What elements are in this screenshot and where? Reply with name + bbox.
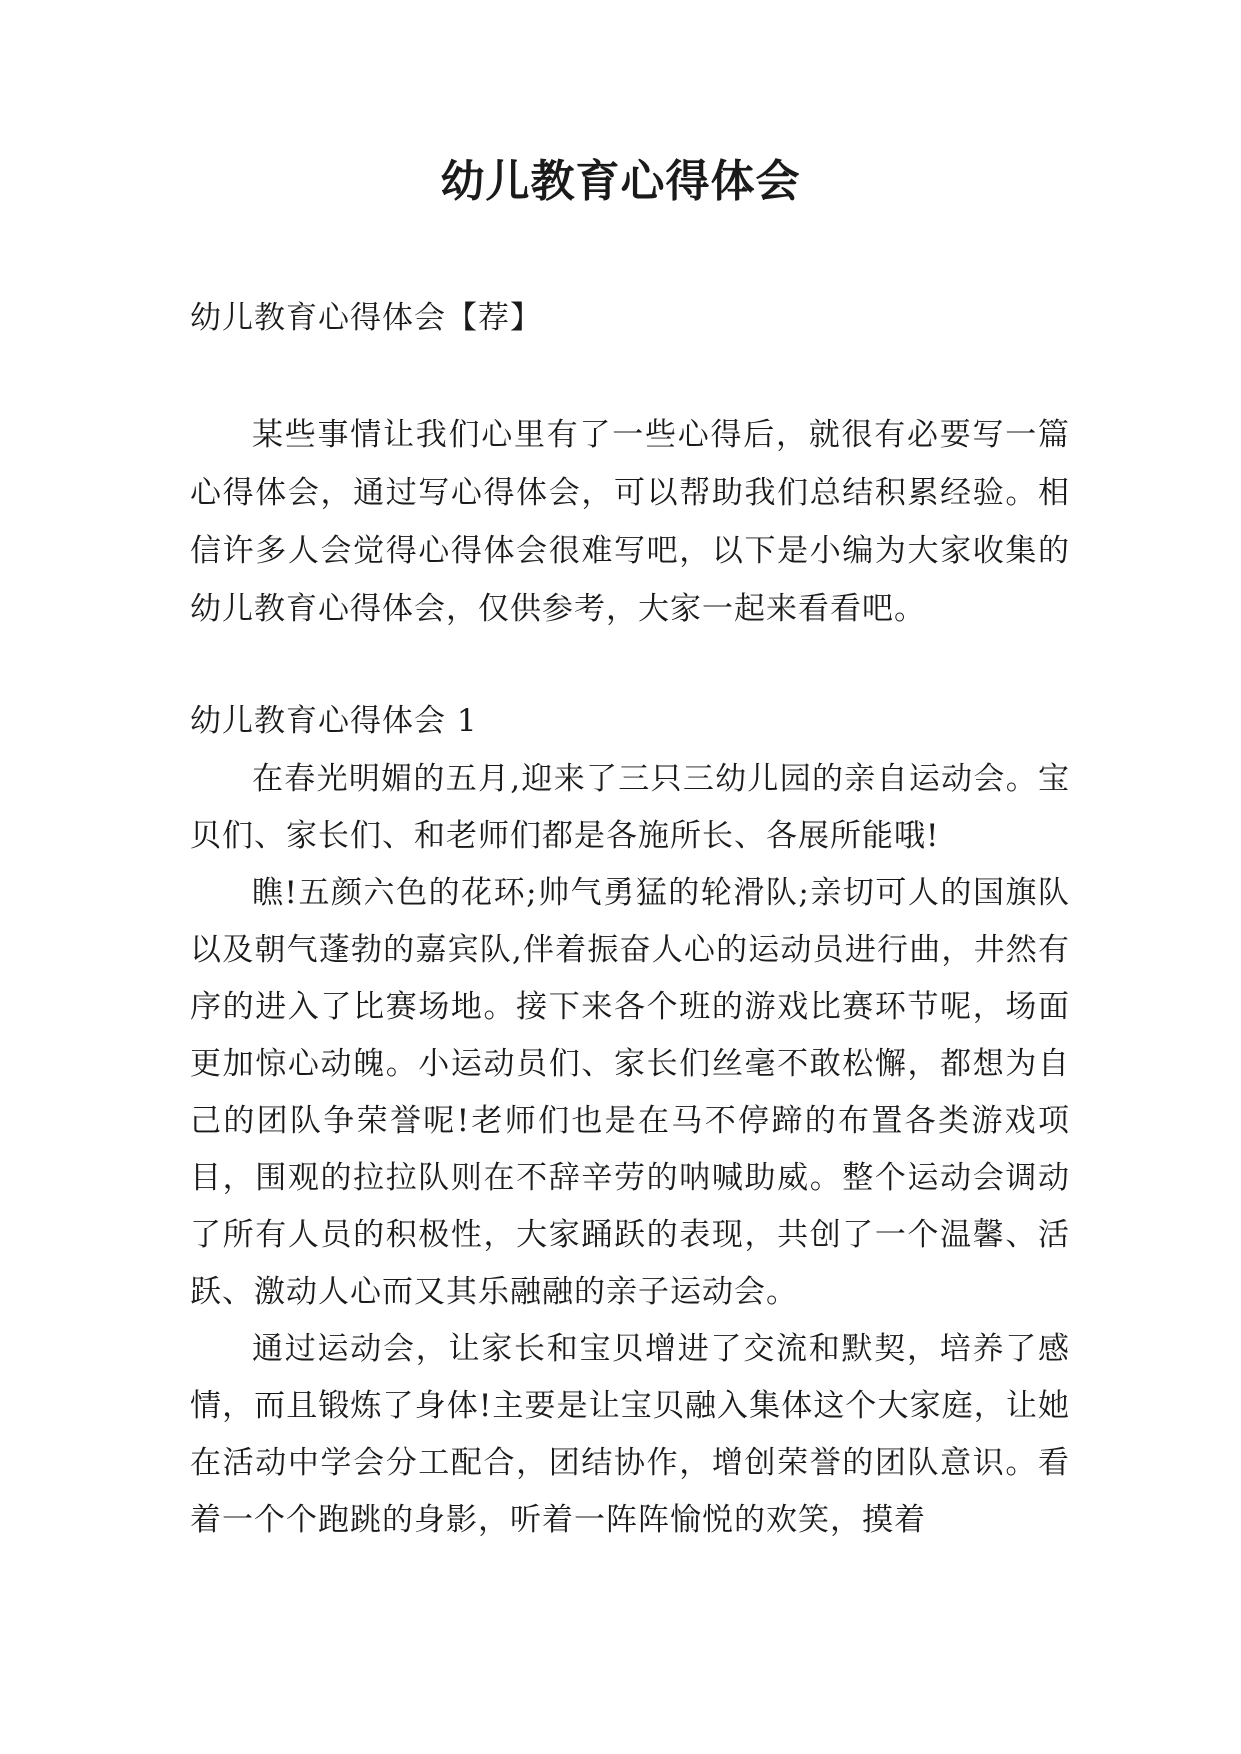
- body-paragraph-1: 在春光明媚的五月,迎来了三只三幼儿园的亲自运动会。宝贝们、家长们、和老师们都是各施所长、各展所能哦!: [190, 761, 1070, 854]
- document-title: 幼儿教育心得体会: [440, 156, 801, 207]
- document-subtitle: 幼儿教育心得体会【荐】: [190, 300, 542, 336]
- intro-paragraph: 某些事情让我们心里有了一些心得后，就很有必要写一篇心得体会，通过写心得体会，可以帮助我们总结积累经验。相信许多人会觉得心得体会很难写吧，以下是小编为大家收集的幼儿教育心得体会，仅供参考，大家一起来看看吧。: [190, 417, 1070, 627]
- body-section: [190, 751, 1070, 1549]
- body-paragraph-3: 通过运动会，让家长和宝贝增进了交流和默契，培养了感情，而且锻炼了身体!主要是让宝贝融入集体这个大家庭，让她在活动中学会分工配合，团结协作，增创荣誉的团队意识。看着一个个跑跳的身影，听着一阵阵愉悦的欢笑，摸着: [190, 1331, 1070, 1538]
- body-paragraph-2: 瞧!五颜六色的花环;帅气勇猛的轮滑队;亲切可人的国旗队以及朝气蓬勃的嘉宾队,伴着振奋人心的运动员进行曲，井然有序的进入了比赛场地。接下来各个班的游戏比赛环节呢，场面更加惊心动魄。小运动员们、家长们丝毫不敢松懈，都想为自己的团队争荣誉呢!老师们也是在马不停蹄的布置各类游戏项目，围观的拉拉队则在不辞辛劳的呐喊助威。整个运动会调动了所有人员的积极性，大家踊跃的表现，共创了一个温馨、活跃、激动人心而又其乐融融的亲子运动会。: [190, 875, 1070, 1310]
- intro-section: [190, 406, 1070, 638]
- section-heading: 幼儿教育心得体会 1: [190, 703, 478, 739]
